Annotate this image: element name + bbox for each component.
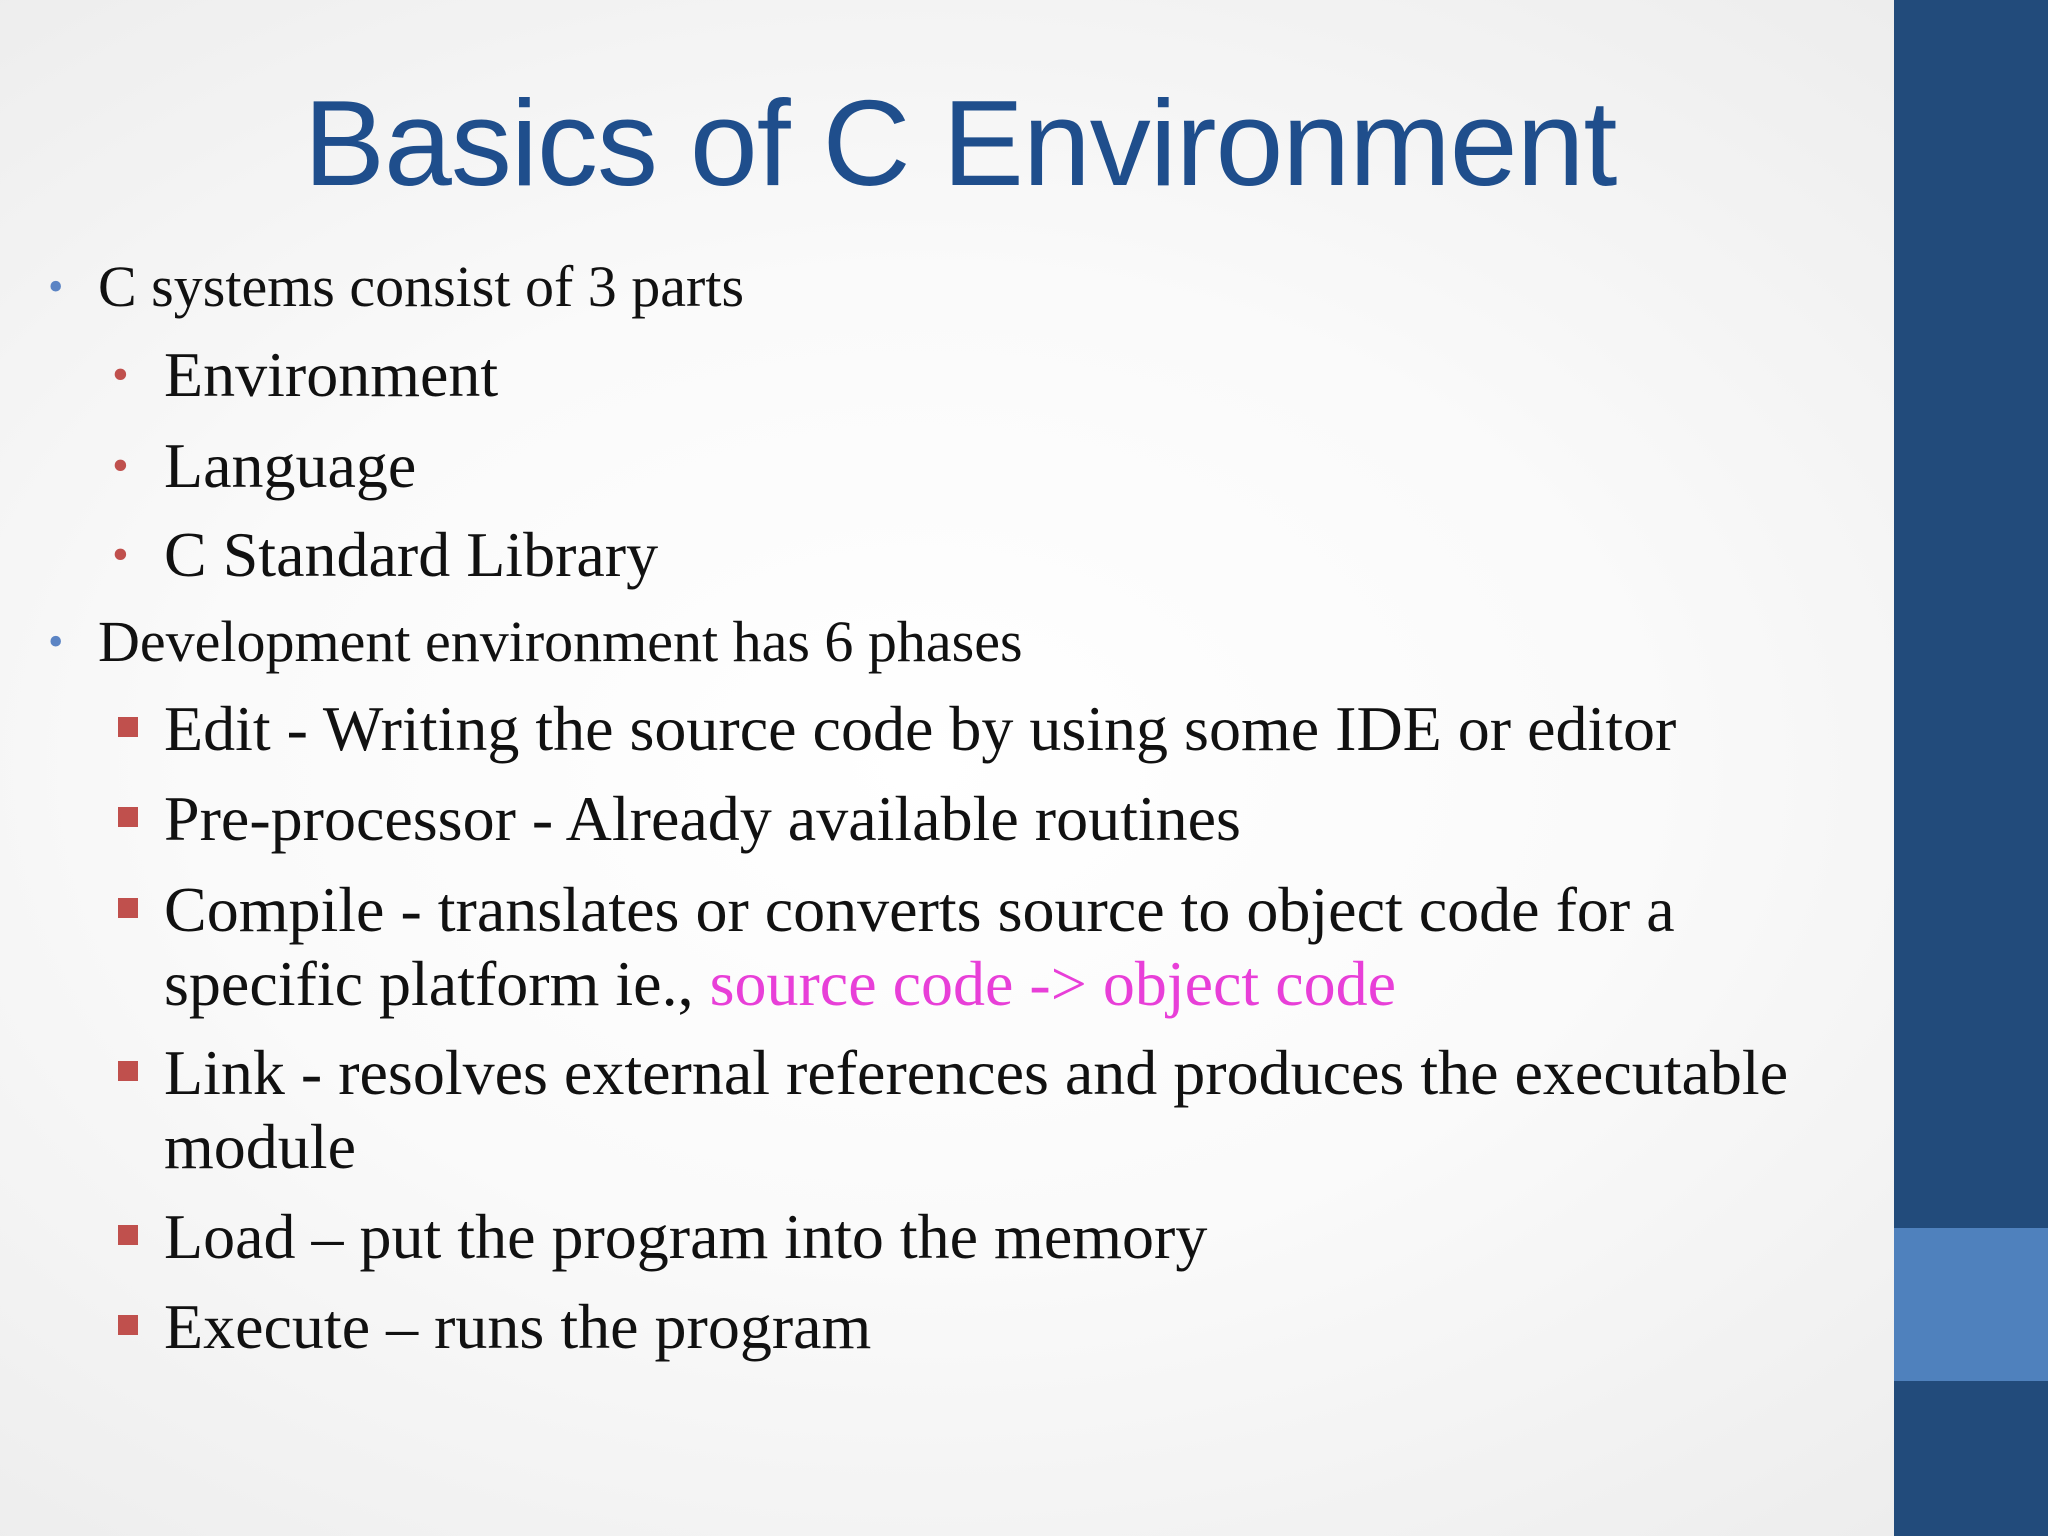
bullet-text-line2 <box>164 947 1675 1021</box>
square-bullet-icon <box>118 1315 138 1335</box>
bullet-language <box>112 429 417 503</box>
slide-title: Basics of C Environment <box>303 75 1617 211</box>
bullet-text: Development environment has 6 phases <box>98 609 1023 674</box>
bullet-standard-library <box>112 518 659 592</box>
bullet-text: Pre-processor - Already available routines <box>164 783 1241 854</box>
bullet-text: Load – put the program into the memory <box>164 1201 1208 1272</box>
bullet-dot-icon: • <box>112 439 129 492</box>
bullet-preprocessor <box>164 782 1241 856</box>
bullet-link <box>164 1036 1788 1184</box>
bullet-text-line1: Link - resolves external references and produces the executable <box>164 1037 1789 1108</box>
square-bullet-icon <box>118 807 138 827</box>
bullet-compile <box>164 873 1675 1021</box>
bullet-text-line1: Compile - translates or converts source to object code for a <box>164 874 1675 945</box>
bullet-execute <box>164 1290 871 1364</box>
bullet-text: Edit - Writing the source code by using some IDE or editor <box>164 693 1677 764</box>
bullet-text: Language <box>164 430 417 501</box>
square-bullet-icon <box>118 1061 138 1081</box>
bullet-dot-icon: • <box>48 617 64 666</box>
bullet-dot-icon: • <box>112 348 129 401</box>
bullet-dot-icon: • <box>112 528 129 581</box>
bullet-text: C systems consist of 3 parts <box>98 254 745 319</box>
side-accent-block <box>1894 1228 2048 1381</box>
highlighted-text: source code -> object code <box>709 948 1396 1019</box>
square-bullet-icon <box>118 717 138 737</box>
bullet-c-systems <box>48 252 745 322</box>
square-bullet-icon <box>118 1225 138 1245</box>
bullet-dev-environment <box>48 607 1023 677</box>
bullet-environment <box>112 338 499 412</box>
bullet-text-line2: module <box>164 1111 356 1182</box>
square-bullet-icon <box>118 898 138 918</box>
bullet-text: Environment <box>164 339 499 410</box>
bullet-edit <box>164 692 1676 766</box>
bullet-text: Execute – runs the program <box>164 1291 872 1362</box>
bullet-text: C Standard Library <box>164 519 659 590</box>
bullet-text-plain: specific platform ie., <box>164 948 710 1019</box>
bullet-load <box>164 1200 1207 1274</box>
bullet-dot-icon: • <box>48 262 64 311</box>
